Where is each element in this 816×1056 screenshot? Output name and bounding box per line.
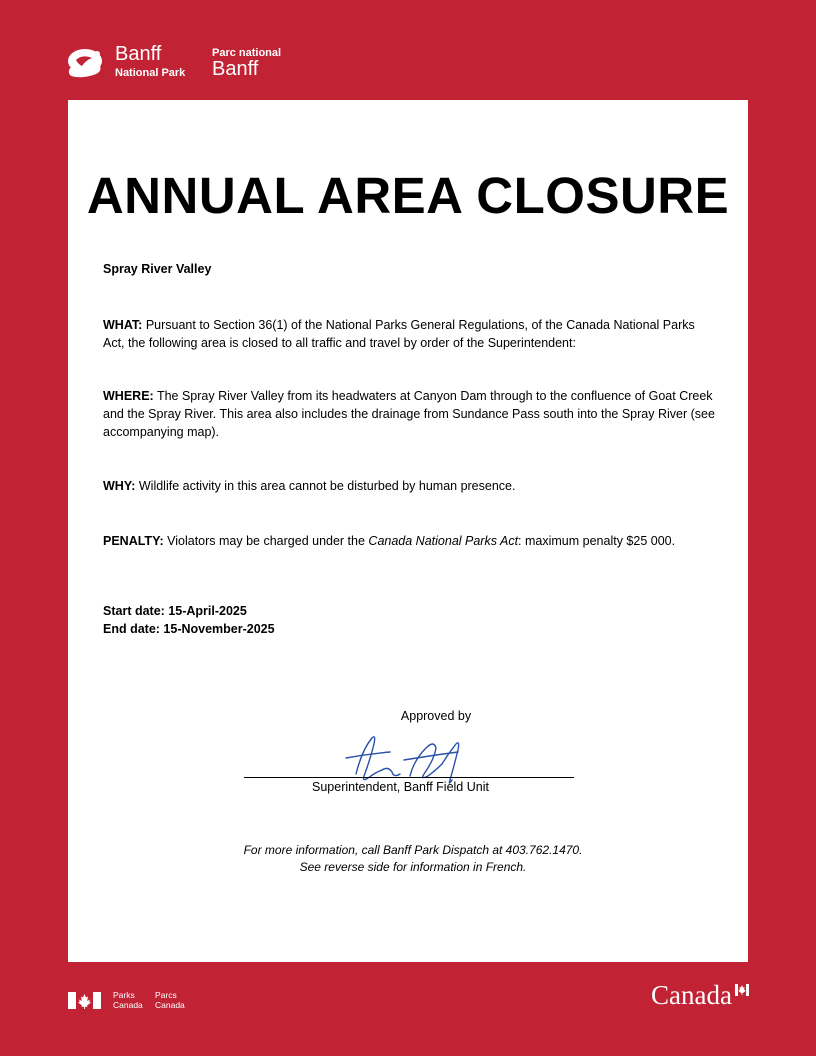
park-name-en-line2: National Park <box>115 67 186 79</box>
notice-title: ANNUAL AREA CLOSURE <box>86 167 730 224</box>
where-label: WHERE: <box>103 389 154 403</box>
approved-by: Approved by <box>400 709 472 723</box>
why-text: Wildlife activity in this area cannot be disturbed by human presence. <box>135 479 516 493</box>
info-line-1: For more information, call Banff Park Dispatch at 403.762.1470. <box>243 843 583 857</box>
park-name-fr-line2: Banff <box>212 58 259 80</box>
why-label: WHY: <box>103 479 136 493</box>
park-name-fr-line1: Parc national <box>212 47 282 59</box>
penalty-paragraph <box>103 532 715 550</box>
wordmark-flag-icon <box>735 984 749 996</box>
notice-subtitle: Spray River Valley <box>103 262 212 276</box>
signature-line <box>244 777 574 778</box>
what-paragraph <box>103 316 715 352</box>
dates-block <box>103 602 715 638</box>
canada-wordmark-text: Canada <box>651 980 732 1010</box>
penalty-text-after: : maximum penalty $25 000. <box>518 534 676 548</box>
what-label: WHAT: <box>103 318 143 332</box>
start-date: Start date: 15-April-2025 <box>103 604 247 618</box>
what-text: Pursuant to Section 36(1) of the National Parks General Regulations, of the Canada National Parks Act, the following area is closed to all traffic and travel by order of the Superintendent: <box>103 318 695 350</box>
park-name-english <box>115 44 185 80</box>
parks-en-line1: Parks <box>113 990 135 1000</box>
end-date: End date: 15-November-2025 <box>103 622 275 636</box>
parks-canada-french <box>155 990 185 1010</box>
park-name-french <box>212 47 281 79</box>
park-header <box>62 44 362 84</box>
info-line-2: See reverse side for information in French. <box>299 860 527 874</box>
penalty-text-before: Violators may be charged under the <box>163 534 369 548</box>
parks-en-line2: Canada <box>113 1000 143 1010</box>
where-paragraph <box>103 387 715 441</box>
parks-fr-line2: Canada <box>155 1000 185 1010</box>
canada-wordmark <box>651 980 751 1010</box>
penalty-label: PENALTY: <box>103 534 164 548</box>
notice-panel <box>68 100 748 962</box>
where-text: The Spray River Valley from its headwaters at Canyon Dam through to the confluence of Goat Creek and the Spray River. This area also includes the drainage from Sundance Pass south into the Spray River (see accompanying map). <box>103 389 715 439</box>
canada-flag-icon <box>68 992 101 1009</box>
parks-fr-line1: Parcs <box>155 990 177 1000</box>
beaver-logo-icon <box>62 46 106 80</box>
park-name-en-line1: Banff <box>115 43 162 65</box>
why-paragraph <box>103 477 715 495</box>
superintendent-title: Superintendent, Banff Field Unit <box>312 780 489 794</box>
more-info <box>68 842 748 876</box>
parks-canada-english <box>113 990 143 1010</box>
penalty-act: Canada National Parks Act <box>368 534 519 548</box>
